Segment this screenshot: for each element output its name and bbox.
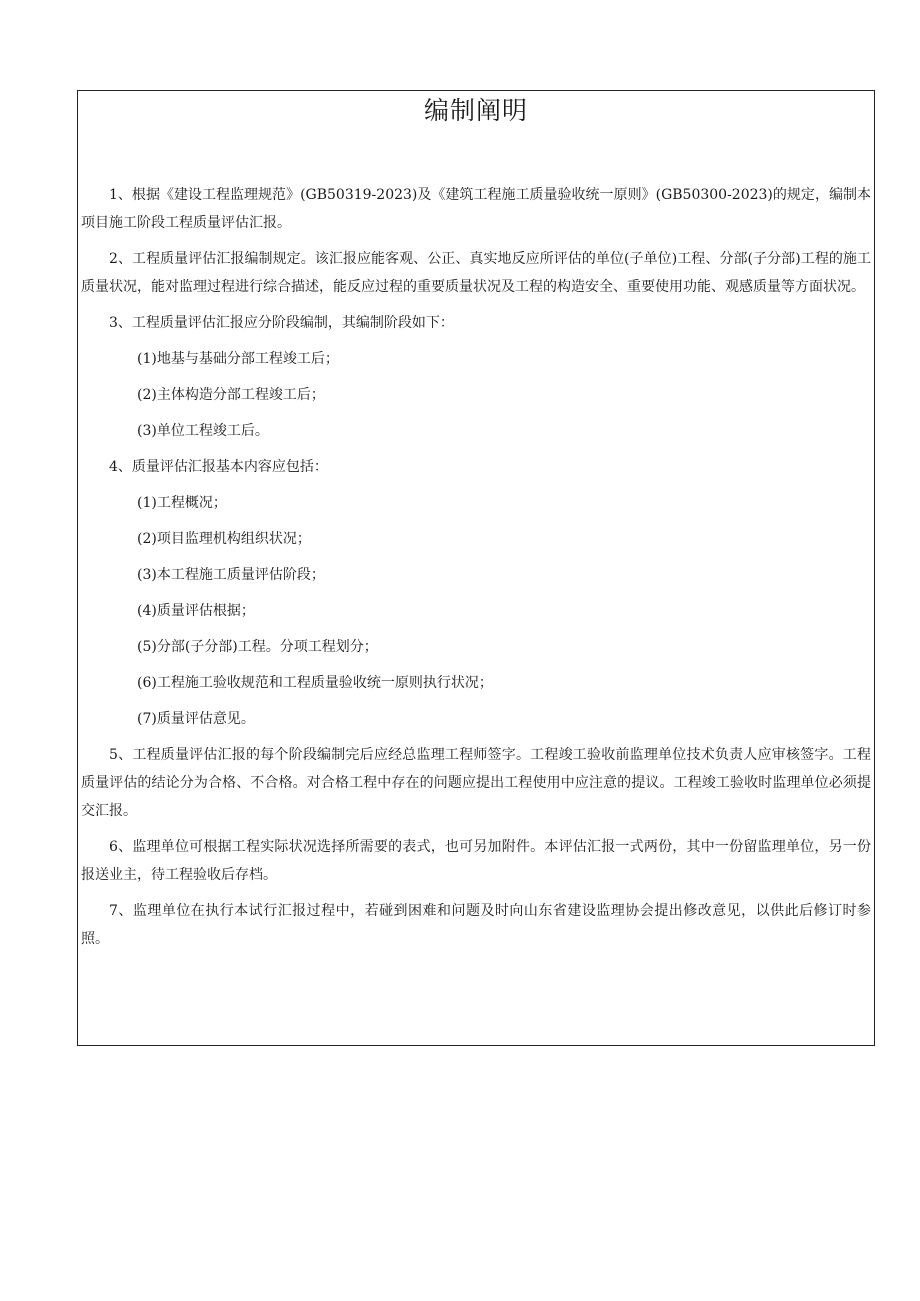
paragraph-7: 7、监理单位在执行本试行汇报过程中，若碰到困难和问题及时向山东省建设监理协会提出修改意见，以供此后修订时参照。 — [81, 903, 871, 947]
paragraph-3: 3、工程质量评估汇报应分阶段编制，其编制阶段如下： — [109, 315, 454, 331]
stage-item-1: (1)地基与基础分部工程竣工后； — [137, 351, 339, 367]
content-item-4: (4)质量评估根据； — [137, 603, 255, 619]
document-frame — [77, 90, 875, 1046]
paragraph-6: 6、监理单位可根据工程实际状况选择所需要的表式，也可另加附件。本评估汇报一式两份，其中一份留监理单位，另一份报送业主，待工程验收后存档。 — [81, 839, 871, 883]
content-item-5: (5)分部(子分部)工程。分项工程划分； — [137, 639, 378, 655]
paragraph-2: 2、工程质量评估汇报编制规定。该汇报应能客观、公正、真实地反应所评估的单位(子单位)工程、分部(子分部)工程的施工质量状况，能对监理过程进行综合描述，能反应过程的重要质量状况及工程的构造安全、重要使用功能、观感质量等方面状况。 — [81, 251, 871, 295]
content-item-1: (1)工程概况； — [137, 495, 227, 511]
content-item-3: (3)本工程施工质量评估阶段； — [137, 567, 325, 583]
content-item-6: (6)工程施工验收规范和工程质量验收统一原则执行状况； — [137, 675, 493, 691]
paragraph-4: 4、质量评估汇报基本内容应包括： — [109, 459, 328, 475]
stage-item-2: (2)主体构造分部工程竣工后； — [137, 387, 325, 403]
stage-item-3: (3)单位工程竣工后。 — [137, 423, 269, 439]
document-body — [81, 181, 871, 961]
content-item-7: (7)质量评估意见。 — [137, 711, 255, 727]
paragraph-1: 1、根据《建设工程监理规范》(GB50319-2023)及《建筑工程施工质量验收统一原则》(GB50300-2023)的规定，编制本项目施工阶段工程质量评估汇报。 — [81, 187, 871, 231]
paragraph-5: 5、工程质量评估汇报的每个阶段编制完后应经总监理工程师签字。工程竣工验收前监理单位技术负责人应审核签字。工程质量评估的结论分为合格、不合格。对合格工程中存在的问题应提出工程使用中应注意的提议。工程竣工验收时监理单位必须提交汇报。 — [81, 747, 871, 819]
content-item-2: (2)项目监理机构组织状况； — [137, 531, 311, 547]
page-title: 编制阐明 — [423, 96, 528, 125]
